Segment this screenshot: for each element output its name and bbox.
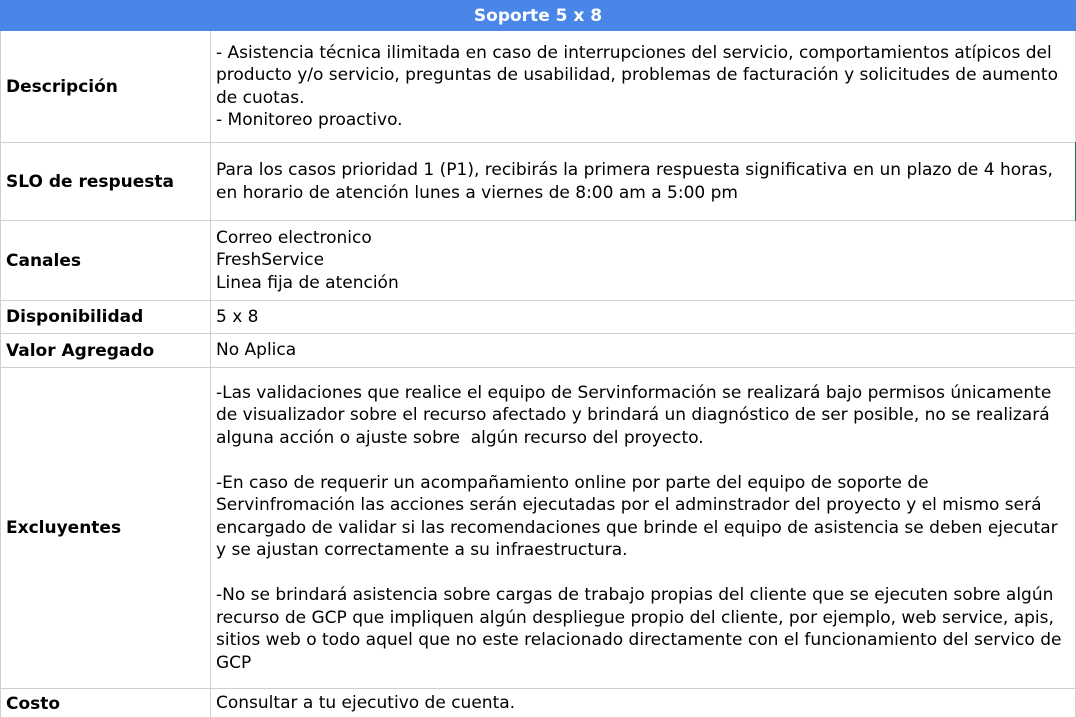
row-slo: [1, 143, 1076, 221]
descripcion-line: - Asistencia técnica ilimitada en caso de interrupciones del servicio, comportamientos atípicos del producto y/o servicio, preguntas de usabilidad, problemas de facturación y solicitudes de aumento de cuotas.: [216, 42, 1064, 108]
row-label-costo[interactable]: Costo: [1, 689, 211, 717]
canal-item: Linea fija de atención: [216, 272, 399, 293]
canal-item: Correo electronico: [216, 227, 372, 248]
row-label-excluyentes[interactable]: Excluyentes: [1, 368, 211, 689]
row-disponibilidad: [1, 301, 1076, 334]
row-value-descripcion[interactable]: [211, 31, 1076, 143]
row-costo: [1, 689, 1076, 717]
row-value-slo[interactable]: [211, 143, 1076, 221]
row-value-canales[interactable]: [211, 221, 1076, 301]
row-label-slo[interactable]: SLO de respuesta: [1, 143, 211, 221]
row-canales: [1, 221, 1076, 301]
row-valor-agregado: [1, 334, 1076, 368]
row-label-descripcion[interactable]: Descripción: [1, 31, 211, 143]
row-value-excluyentes[interactable]: [211, 368, 1076, 689]
canal-item: FreshService: [216, 250, 325, 271]
row-label-canales[interactable]: Canales: [1, 221, 211, 301]
excluyente-paragraph: -En caso de requerir un acompañamiento online por parte del equipo de soporte de Servinfromación las acciones serán ejecutadas por el adminstrador del proyecto y el mismo será encargado de validar si las recomendaciones que brinde el equipo de asistencia se deben ejecutar y se ajustan correctamente a su infraestructura.: [216, 472, 1064, 561]
row-value-disponibilidad[interactable]: 5 x 8: [211, 301, 1076, 334]
paragraph-gap: [216, 449, 1069, 472]
row-value-valor-agregado[interactable]: No Aplica: [211, 334, 1076, 368]
row-value-costo[interactable]: Consultar a tu ejecutivo de cuenta.: [211, 689, 1076, 717]
row-label-valor-agregado[interactable]: Valor Agregado: [1, 334, 211, 368]
excluyente-paragraph: -No se brindará asistencia sobre cargas de trabajo propias del cliente que se ejecuten sobre algún recurso de GCP que impliquen algún despliegue propio del cliente, por ejemplo, web service, apis, sitios web o todo aquel que no este relacionado directamente con el funcionamiento del servico de GCP: [216, 585, 1067, 673]
table-title[interactable]: Soporte 5 x 8: [1, 1, 1076, 31]
slo-text: Para los casos prioridad 1 (P1), recibirás la primera respuesta significativa en un plazo de 4 horas, en horario de atención lunes a viernes de 8:00 am a 5:00 pm: [216, 160, 1059, 203]
row-label-disponibilidad[interactable]: Disponibilidad: [1, 301, 211, 334]
descripcion-line: - Monitoreo proactivo.: [216, 110, 403, 130]
row-descripcion: [1, 31, 1076, 143]
excluyente-paragraph: -Las validaciones que realice el equipo de Servinformación se realizará bajo permisos únicamente de visualizador sobre el recurso afectado y brindará un diagnóstico de ser posible, no se realizará alguna acción o ajuste sobre algún recurso del proyecto.: [216, 382, 1057, 448]
row-excluyentes: [1, 368, 1076, 689]
title-row: [1, 1, 1076, 31]
paragraph-gap: [216, 562, 1069, 585]
